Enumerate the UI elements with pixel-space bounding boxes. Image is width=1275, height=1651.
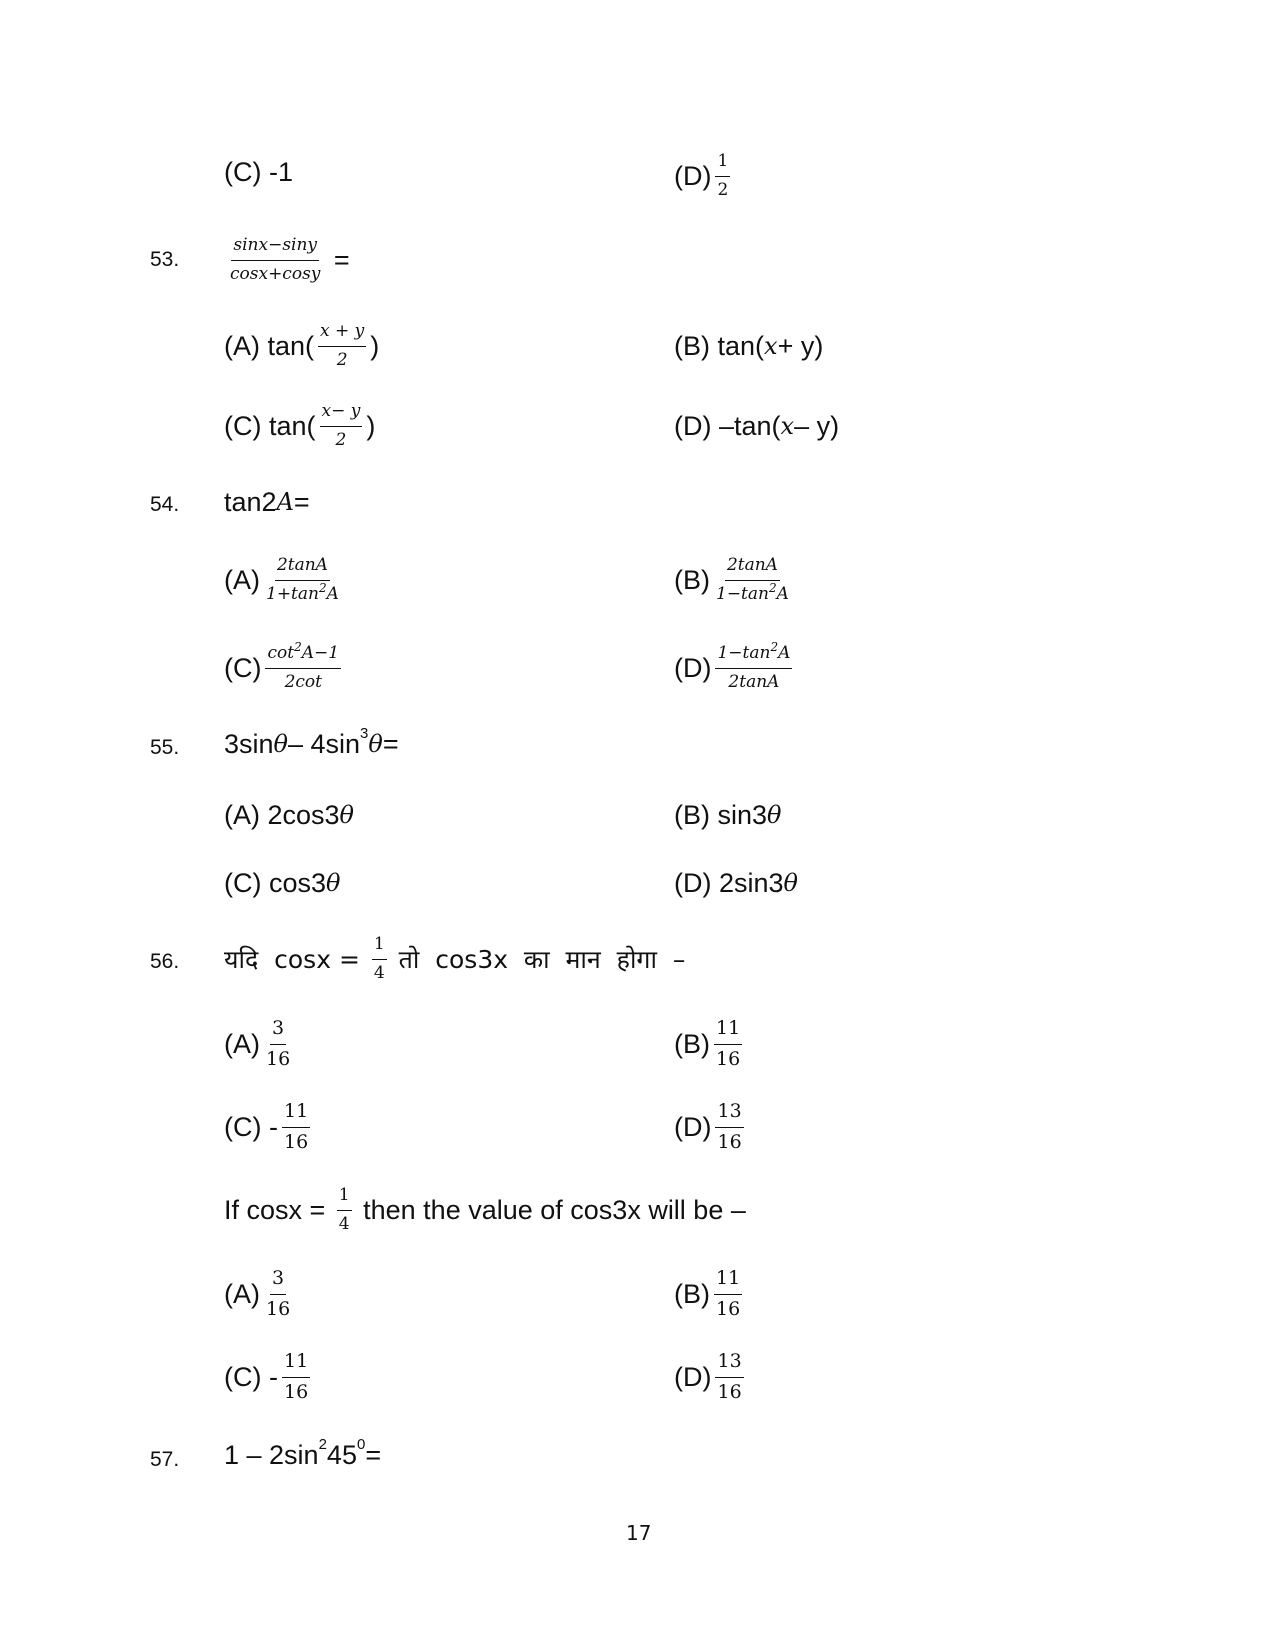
q54-option-c: (C) $\frac{\cot^2A-1}{2\cot}$ <box>224 640 340 692</box>
q56-en-option-a: (A) $\frac{3}{16}$ <box>224 1266 291 1320</box>
page-number: 17 <box>626 1521 652 1545</box>
q54-stem: tan2 A = <box>224 486 310 517</box>
fraction: $\frac{13}{16}$ <box>717 1099 742 1153</box>
q56-en-option-c: (C) - $\frac{11}{16}$ <box>224 1349 309 1403</box>
q56-en-option-b: (B) $\frac{11}{16}$ <box>674 1266 741 1320</box>
fraction: $\frac{3}{16}$ <box>266 1016 291 1070</box>
q52-option-c <box>224 142 293 202</box>
q56-hi-option-a: (A) $\frac{3}{16}$ <box>224 1016 291 1070</box>
q55-option-d: (D) 2sin3 θ <box>674 867 798 898</box>
option-label: (D) <box>674 160 712 191</box>
q56-hi-option-b: (B) $\frac{11}{16}$ <box>674 1016 741 1070</box>
q53-option-d: (D) –tan( x – y) <box>674 410 840 441</box>
q52-option-d <box>674 146 734 206</box>
fraction: $\frac{1}{4}$ <box>338 1185 350 1234</box>
q55-stem: 3sin θ – 4sin 3 θ = <box>224 724 399 759</box>
q53-stem: $\frac{\sin x-\sin y}{\cos x+\cos y}$ = <box>230 235 350 284</box>
q53-option-a: (A) tan( $\frac{x + y}{2}$ ) <box>224 321 380 370</box>
fraction: $\frac{3}{16}$ <box>266 1266 291 1320</box>
fraction: $\frac{11}{16}$ <box>716 1266 741 1320</box>
q54-option-b: (B) $\frac{2\tan A}{1-\tan^2A}$ <box>674 555 789 604</box>
question-number-57: 57. <box>150 1448 180 1471</box>
question-number-53: 53. <box>150 248 180 271</box>
fraction: $\frac{x- y}{2}$ <box>321 401 361 450</box>
fraction: $\frac{13}{16}$ <box>717 1349 742 1403</box>
fraction: $\frac{2\tan A}{1-\tan^2A}$ <box>716 555 789 604</box>
q53-option-b: (B) tan( x + y) <box>674 330 824 361</box>
q54-option-d: (D) $\frac{1-\tan^2A}{2\tan A}$ <box>674 640 791 692</box>
q56-hi-option-c: (C) - $\frac{11}{16}$ <box>224 1099 309 1153</box>
q55-option-a: (A) 2cos3 θ <box>224 799 354 830</box>
fraction: $\frac{x + y}{2}$ <box>320 321 365 370</box>
fraction: $\frac{1}{2}$ <box>717 151 729 200</box>
q55-option-c: (C) cos3 θ <box>224 867 341 898</box>
question-number-54: 54. <box>150 493 180 516</box>
fraction: $\frac{1-\tan^2A}{2\tan A}$ <box>717 640 791 692</box>
fraction: $\frac{11}{16}$ <box>283 1099 309 1153</box>
fraction: $\frac{1}{4}$ <box>373 934 385 983</box>
q56-en-option-d: (D) $\frac{13}{16}$ <box>674 1349 742 1403</box>
question-number-55: 55. <box>150 736 180 759</box>
q55-option-b: (B) sin3 θ <box>674 799 782 830</box>
q56-stem-hindi: यदि cosx = $\frac{1}{4}$ तो cos3x का मान होगा – <box>224 934 686 983</box>
q57-stem: 1 – 2sin 2 45 0 = <box>224 1435 382 1470</box>
fraction: $\frac{2\tan A}{1+\tan^2A}$ <box>266 555 339 604</box>
q56-stem-english: If cosx = $\frac{1}{4}$ then the value of cos3x will be – <box>224 1185 746 1234</box>
fraction: $\frac{11}{16}$ <box>716 1016 741 1070</box>
q54-option-a: (A) $\frac{2\tan A}{1+\tan^2A}$ <box>224 555 339 604</box>
question-number-56: 56. <box>150 950 180 973</box>
q53-option-c: (C) tan( $\frac{x- y}{2}$ ) <box>224 401 376 450</box>
fraction: $\frac{\cot^2A-1}{2\cot}$ <box>267 640 340 692</box>
q56-hi-option-d: (D) $\frac{13}{16}$ <box>674 1099 742 1153</box>
option-text: -1 <box>269 156 294 187</box>
fraction: $\frac{\sin x-\sin y}{\cos x+\cos y}$ <box>230 235 321 284</box>
option-label: (C) <box>224 156 262 187</box>
fraction: $\frac{11}{16}$ <box>283 1349 309 1403</box>
